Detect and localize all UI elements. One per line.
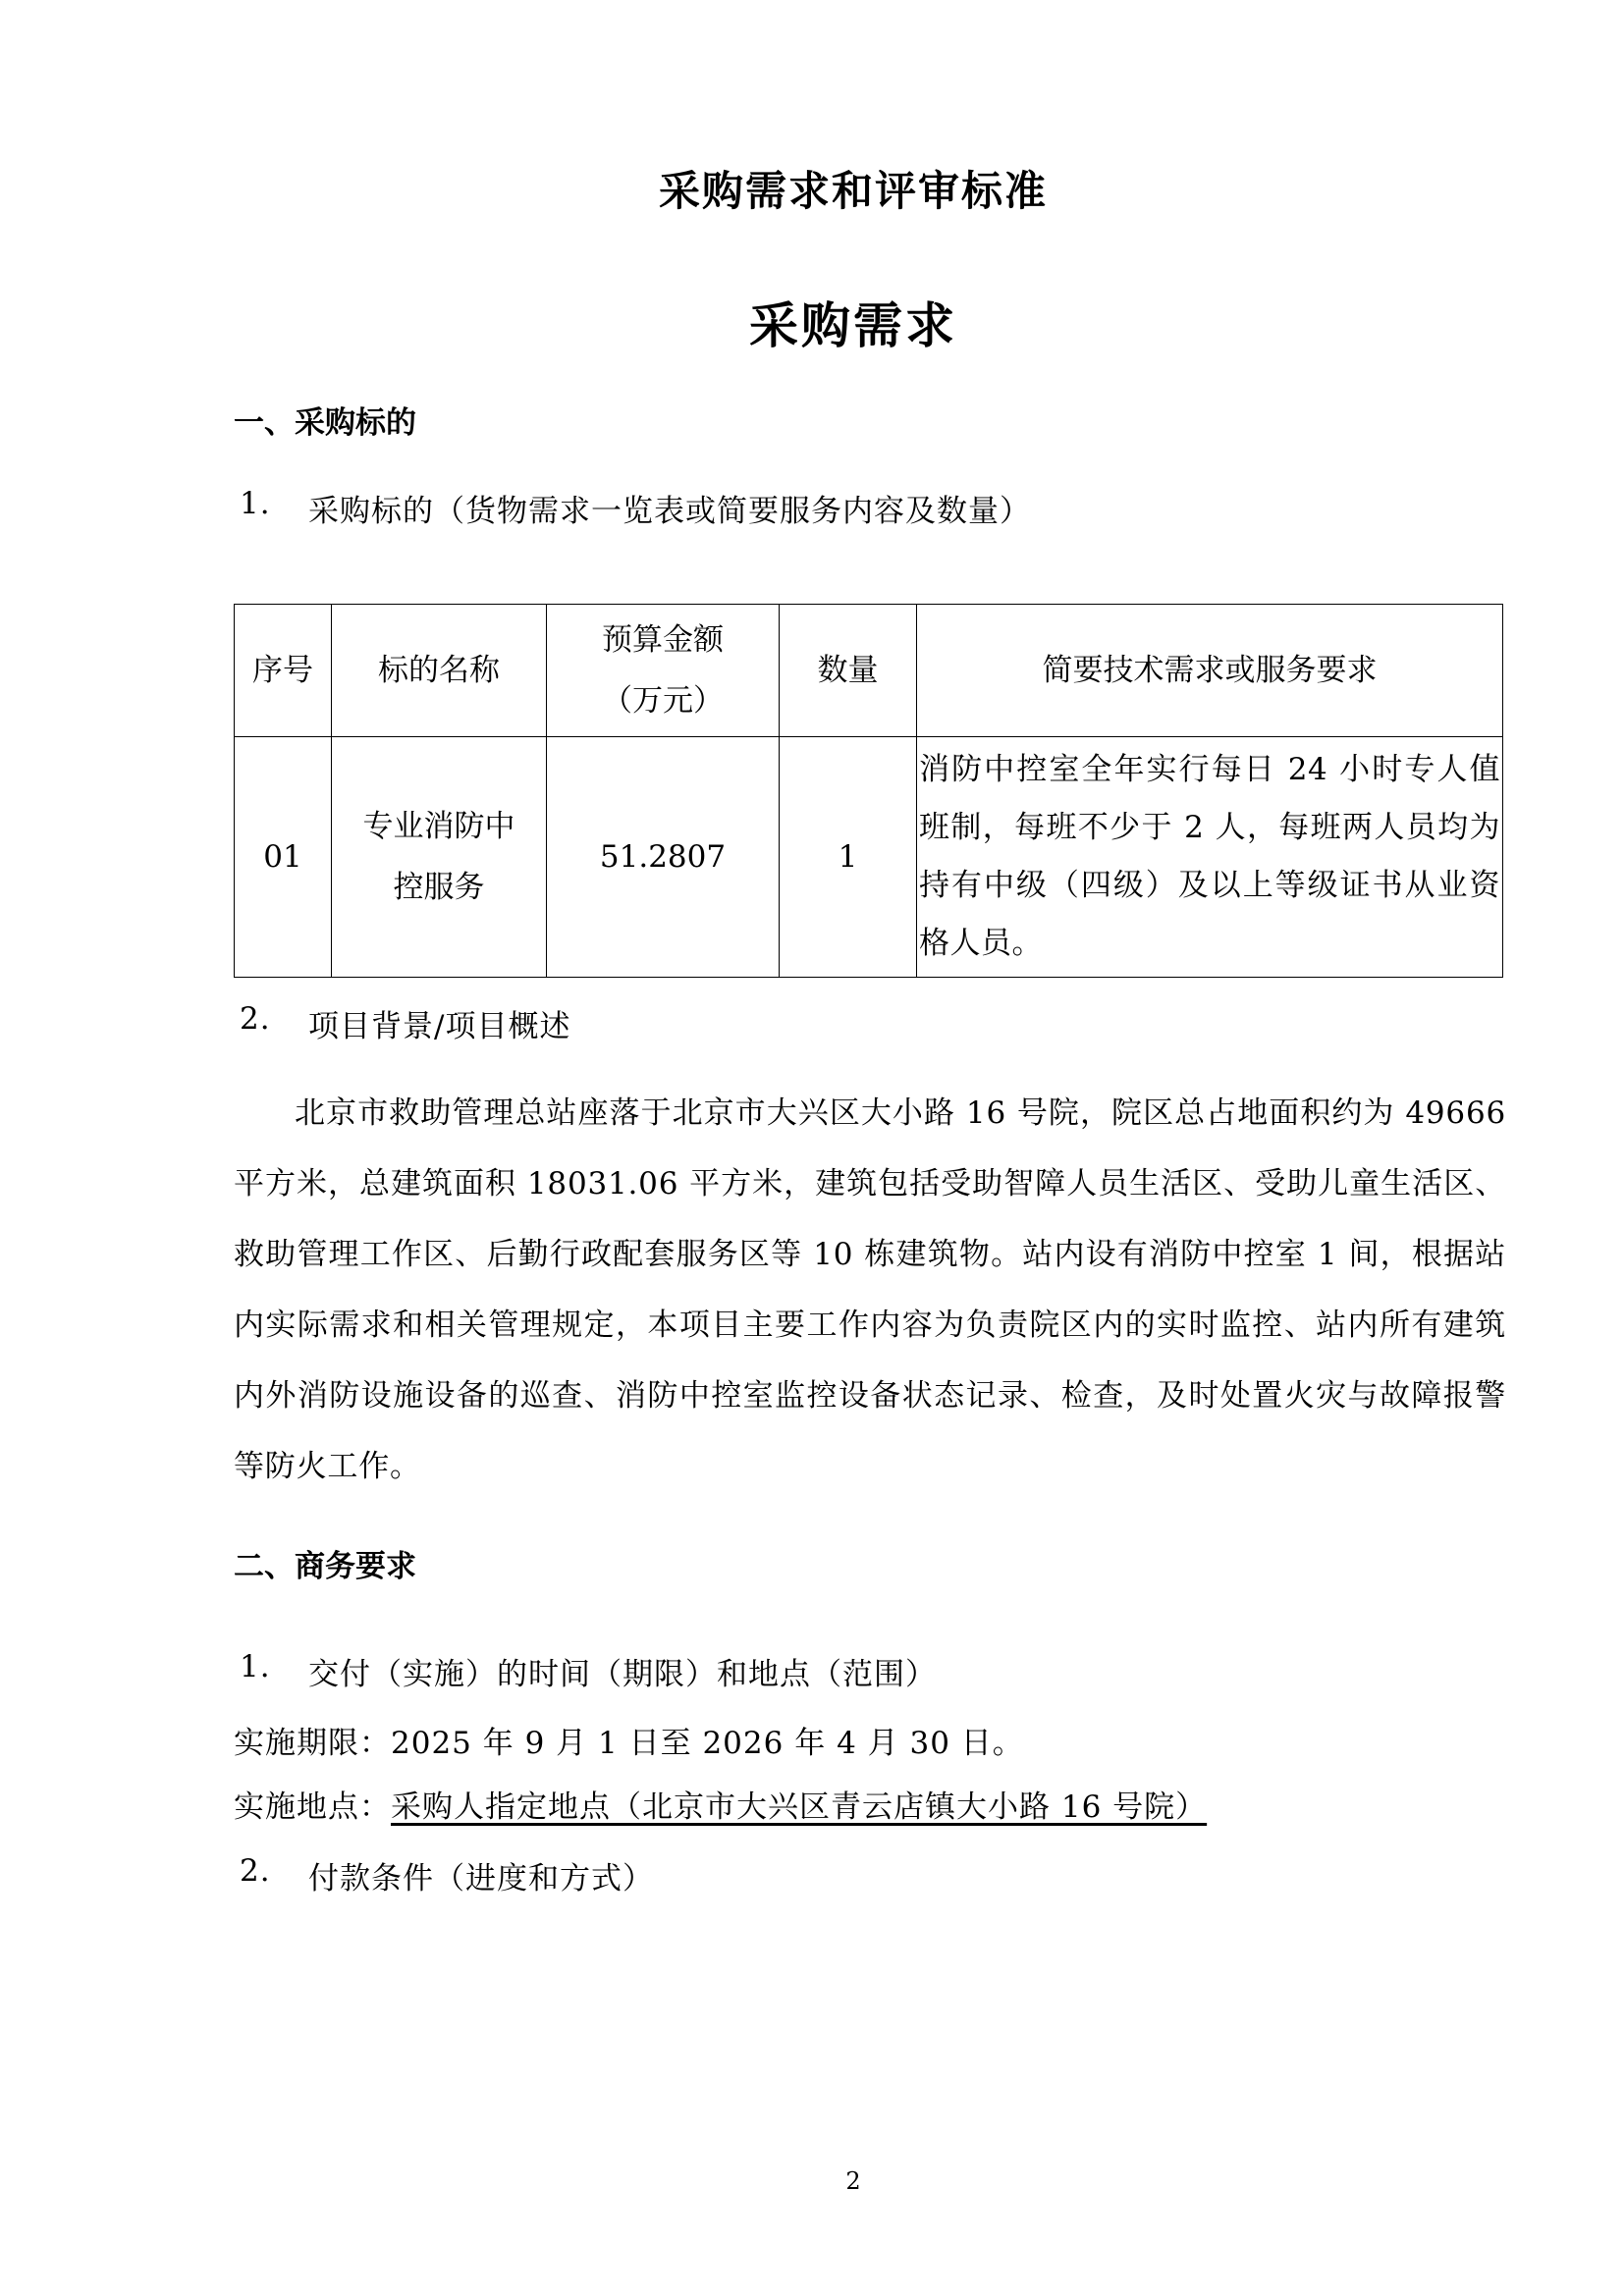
item-delivery-time-place: [240, 1649, 1123, 1692]
cell-qty: 1: [780, 737, 917, 978]
section-title: 采购需求: [749, 297, 957, 354]
col-header-name: 标的名称: [332, 605, 547, 737]
item-text: 付款条件（进度和方式）: [308, 1861, 654, 1896]
period-value: 2025 年 9 月 1 日至 2026 年 4 月 30 日。: [391, 1726, 1024, 1761]
col-header-no: 序号: [235, 605, 332, 737]
item-payment-terms: [240, 1853, 1123, 1896]
table-row: [235, 737, 1503, 978]
item-text: 采购标的（货物需求一览表或简要服务内容及数量）: [308, 494, 1031, 529]
item-number: 2.: [240, 1853, 271, 1889]
item-number: 1.: [240, 486, 271, 521]
location-value: 采购人指定地点（北京市大兴区青云店镇大小路 16 号院）: [391, 1789, 1208, 1825]
page-number: 2: [845, 2167, 861, 2195]
item-number: 2.: [240, 1001, 271, 1037]
col-header-budget-text: 预算金额（万元）: [602, 622, 724, 719]
period-label: 实施期限：: [234, 1726, 391, 1761]
cell-name-text: 专业消防中控服务: [362, 809, 515, 905]
project-overview-paragraph: 北京市救助管理总站座落于北京市大兴区大小路 16 号院，院区总占地面积约为 49666 平方米，总建筑面积 18031.06 平方米，建筑包括受助智障人员生活区、受助儿童生活区、救助管理工作区、后勤行政配套服务区等 10 栋建筑物。站内设有消防中控室 1 间，根据站内实际需求和相关管理规定，本项目主要工作内容为负责院区内的实时监控、站内所有建筑内外消防设施设备的巡查、消防中控室监控设备状态记录、检查，及时处置火灾与故障报警等防火工作。: [234, 1095, 1506, 1484]
item-text: 交付（实施）的时间（期限）和地点（范围）: [308, 1657, 937, 1692]
cell-name: [332, 737, 547, 978]
heading-procurement-subject: 一、采购标的: [234, 405, 416, 441]
item-number: 1.: [240, 1649, 271, 1684]
implementation-period: [234, 1718, 1024, 1762]
implementation-location: [234, 1782, 1207, 1826]
location-label: 实施地点：: [234, 1789, 391, 1825]
col-header-budget: [547, 605, 780, 737]
item-text: 项目背景/项目概述: [308, 1009, 571, 1044]
col-header-desc: 简要技术需求或服务要求: [917, 605, 1503, 737]
cell-description: 消防中控室全年实行每日 24 小时专人值班制，每班不少于 2 人，每班两人员均为持有中级（四级）及以上等级证书从业资格人员。: [917, 737, 1503, 978]
item-procurement-subject: [240, 486, 1123, 529]
cell-budget: 51.2807: [547, 737, 780, 978]
heading-business-requirements: 二、商务要求: [234, 1549, 416, 1584]
table-header-row: [235, 605, 1503, 737]
cell-no: 01: [235, 737, 332, 978]
procurement-table: [234, 604, 1503, 978]
document-title: 采购需求和评审标准: [658, 167, 1048, 215]
col-header-qty: 数量: [780, 605, 917, 737]
item-project-background: [240, 1001, 1123, 1044]
